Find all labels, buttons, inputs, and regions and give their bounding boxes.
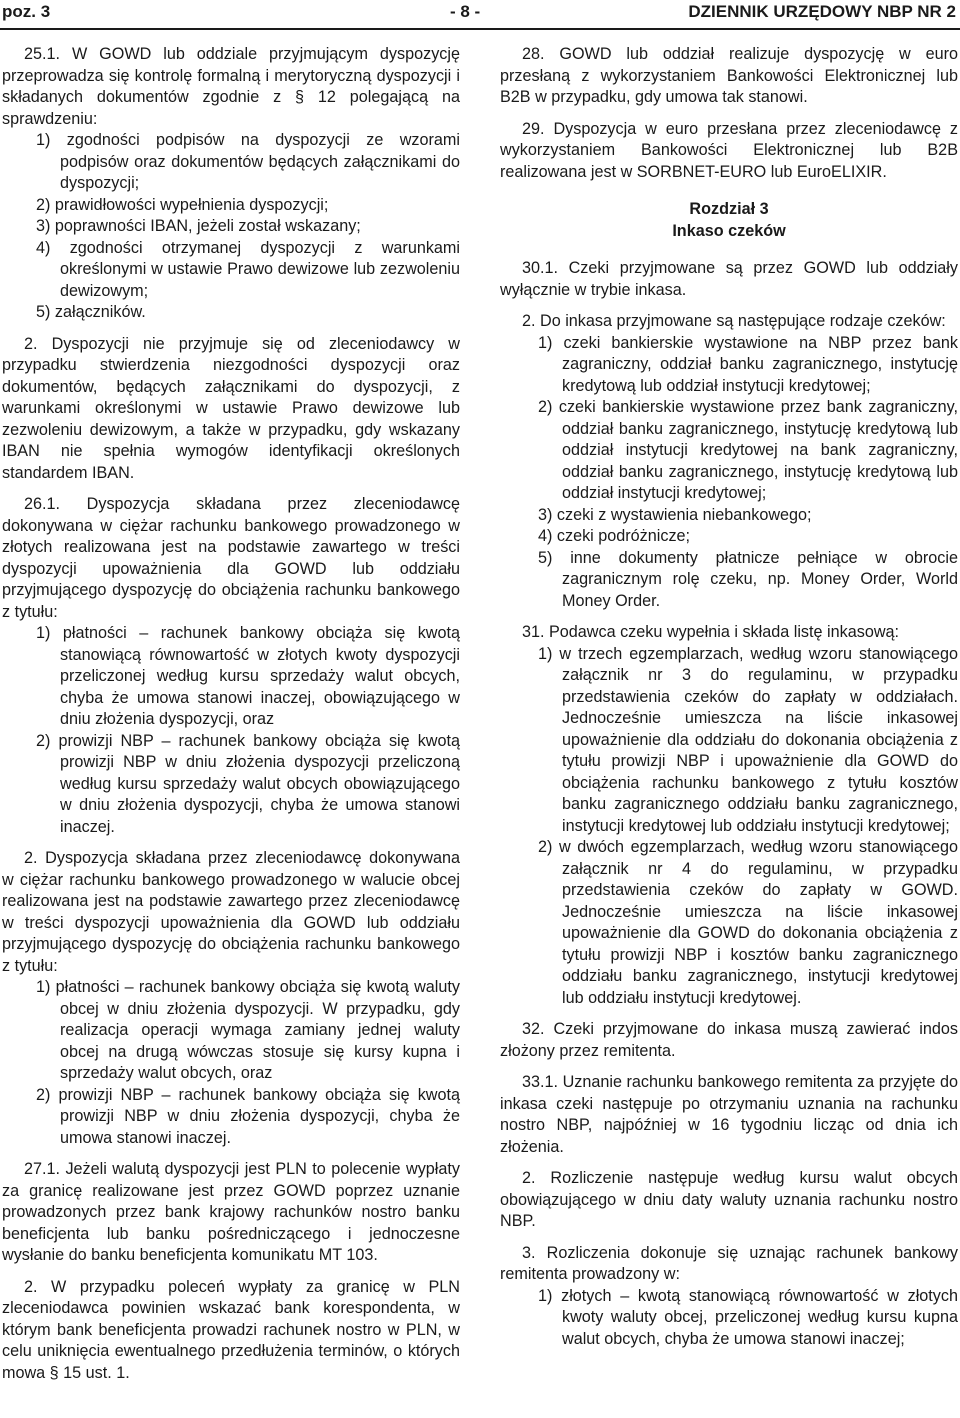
list-item-25-1-5: 5) załączników. <box>36 303 146 321</box>
list-item-25-1-1: 1) zgodności podpisów na dyspozycji ze wzorami podpisów oraz dokumentów będących załącznikami do dyspozycji; <box>36 131 460 192</box>
chapter-number: Rozdział 3 <box>689 200 769 218</box>
paragraph-30-2: 2. Do inkasa przyjmowane są następujące rodzaje czeków: <box>522 312 946 330</box>
paragraph-29: 29. Dyspozycja w euro przesłana przez zleceniodawcę z wykorzystaniem Bankowości Elektronicznej lub B2B realizowana jest w SORBNET-EURO lub EuroELIXIR. <box>500 119 958 181</box>
paragraph-33-2: 2. Rozliczenie następuje według kursu walut obcych obowiązującego w dniu daty waluty uznania rachunku nostro NBP. <box>500 1169 958 1230</box>
left-column <box>2 44 460 1384</box>
paragraph-31: 31. Podawca czeku wypełnia i składa listę inkasową: <box>522 623 900 641</box>
paragraph-27-2: 2. W przypadku poleceń wypłaty za granicę w PLN zleceniodawca powinien wskazać bank korespondenta, w którym bank beneficjenta prowadzi rachunek nostro w PLN, w celu uniknięcia ewentualnego przedłużenia terminów, o których mowa § 15 ust. 1. <box>2 1277 460 1382</box>
paragraph-28: 28. GOWD lub oddział realizuje dyspozycję w euro przesłaną z wykorzystaniem Bankowości Elektronicznej lub B2B w przypadku, gdy umowa tak stanowi. <box>500 45 958 106</box>
paragraph-32: 32. Czeki przyjmowane do inkasa muszą zawierać indos złożony przez remitenta. <box>500 1020 958 1060</box>
page-number: - 8 - <box>450 2 481 21</box>
list-item-26-2-1: 1) płatności – rachunek bankowy obciąża się kwotą waluty obcej w dniu złożenia dyspozycji. W przypadku, gdy realizacja operacji wymaga zamiany jednej waluty obcej na drugą wówczas stosuje się kursy kupna i sprzedaży walut obcych, oraz <box>36 978 460 1082</box>
right-column <box>500 44 958 1350</box>
list-item-30-2-4: 4) czeki podróżnicze; <box>538 527 691 545</box>
journal-title: DZIENNIK URZĘDOWY NBP NR 2 <box>688 2 956 21</box>
page-header <box>0 0 960 28</box>
list-item-30-2-2: 2) czeki bankierskie wystawione przez bank zagraniczny, oddział banku zagranicznego, instytucję kredytową lub oddział instytucji kredytowej na bank zagraniczny, oddział banku zagranicznego, instytucję kredytową lub oddział instytucji kredytowej; <box>538 398 958 502</box>
list-item-26-2-2: 2) prowizji NBP – rachunek bankowy obciąża się kwotą prowizji NBP w dniu złożenia dyspozycji, chyba że umowa stanowi inaczej. <box>36 1085 460 1147</box>
list-item-26-1-1: 1) płatności – rachunek bankowy obciąża się kwotą stanowiącą równowartość w złotych kwoty dyspozycji przeliczonej według kursu sprzedaży walut obcych, chyba że umowa stanowi inaczej, obowiązującego w dniu złożenia dyspozycji, oraz <box>36 624 460 728</box>
list-item-31-2: 2) w dwóch egzemplarzach, według wzoru stanowiącego załącznik nr 4 do regulaminu, w przypadku przedstawienia czeków do zapłaty w GOWD. Jednocześnie umieszcza na liście inkasowej upoważnienie dla GOWD do dokonania obciążenia z tytułu prowizji NBP i kosztów banku zagranicznego oddziału banku zagranicznego, instytucji kredytowej lub oddziału instytucji kredytowej. <box>538 838 958 1007</box>
list-item-31-1: 1) w trzech egzemplarzach, według wzoru stanowiącego załącznik nr 3 do regulaminu, w przypadku przedstawienia czeków do zapłaty w oddziałach. Jednocześnie umieszcza na liście inkasowej upoważnienie dla oddziału do dokonania obciążenia z tytułu prowizji NBP i upoważnienie dla GOWD do obciążenia rachunku bankowego z tytułu kosztów banku zagranicznego oddziału banku zagranicznego, instytucji kredytowej lub oddziału instytucji kredytowej; <box>538 644 958 835</box>
list-item-33-3-1: 1) złotych – kwotą stanowiącą równowartość w złotych kwoty waluty obcej, przeliczonej według kursu kupna walut obcych, chyba że umowa stanowi inaczej; <box>538 1286 958 1348</box>
chapter-title: Inkaso czeków <box>672 221 786 240</box>
list-item-30-2-5: 5) inne dokumenty płatnicze pełniące w obrocie zagranicznym rolę czeku, np. Money Order, World Money Order. <box>538 548 958 610</box>
paragraph-26-1: 26.1. Dyspozycja składana przez zleceniodawcę dokonywana w ciężar rachunku bankowego prowadzonego w złotych realizowana jest na podstawie zawartego w treści dyspozycji upoważnienia dla GOWD lub oddziału przyjmującego dyspozycję do obciążenia rachunku bankowego z tytułu: <box>2 495 460 621</box>
list-item-26-1-2: 2) prowizji NBP – rachunek bankowy obciąża się kwotą prowizji NBP w dniu złożenia dyspozycji przeliczoną według kursu sprzedaży walut obcych obowiązującego w dniu złożenia dyspozycji, chyba że umowa stanowi inaczej. <box>36 731 460 836</box>
list-item-25-1-4: 4) zgodności otrzymanej dyspozycji z warunkami określonymi w ustawie Prawo dewizowe lub zezwoleniu dewizowym; <box>36 238 460 300</box>
paragraph-26-2: 2. Dyspozycja składana przez zleceniodawcę dokonywana w ciężar rachunku bankowego prowadzonego w walucie obcej realizowana jest na podstawie zawartego przez zleceniodawcę w treści dyspozycji upoważnienia dla GOWD lub oddziału przyjmującego dyspozycję do obciążenia rachunku bankowego z tytułu: <box>2 849 460 975</box>
paragraph-33-1: 33.1. Uznanie rachunku bankowego remitenta za przyjęte do inkasa czeki następuje po otrzymaniu uznania na rachunku nostro NBP, najpóźniej w 16 tygodniu licząc od dnia ich złożenia. <box>500 1073 958 1156</box>
list-item-25-1-3: 3) poprawności IBAN, jeżeli został wskazany; <box>36 217 361 235</box>
paragraph-30-1: 30.1. Czeki przyjmowane są przez GOWD lub oddziały wyłącznie w trybie inkasa. <box>500 259 958 299</box>
chapter-heading <box>500 199 958 242</box>
list-item-30-2-1: 1) czeki bankierskie wystawione na NBP przez bank zagraniczny, oddział banku zagranicznego, instytucję kredytową lub oddział instytucji kredytowej; <box>538 333 958 395</box>
paragraph-27-1: 27.1. Jeżeli walutą dyspozycji jest PLN to polecenie wypłaty za granicę realizowane jest przez GOWD poprzez uznanie prowadzonych przez bank krajowy rachunków nostro banku beneficjenta lub banku pośredniczącego i jednoczesne wysłanie do banku beneficjenta komunikatu MT 103. <box>2 1160 460 1264</box>
page-label: poz. 3 <box>2 2 51 21</box>
list-item-25-1-2: 2) prawidłowości wypełnienia dyspozycji; <box>36 195 329 214</box>
paragraph-33-3: 3. Rozliczenia dokonuje się uznając rachunek bankowy remitenta prowadzony w: <box>500 1243 958 1283</box>
list-item-30-2-3: 3) czeki z wystawienia niebankowego; <box>538 505 812 524</box>
paragraph-25-1: 25.1. W GOWD lub oddziale przyjmującym dyspozycję przeprowadza się kontrolę formalną i merytoryczną dyspozycji i składanych dokumentów zgodnie z § 12 polegającą na sprawdzeniu: <box>2 45 460 128</box>
header-rule <box>0 28 960 30</box>
paragraph-25-2: 2. Dyspozycji nie przyjmuje się od zleceniodawcy w przypadku stwierdzenia niezgodności dyspozycji oraz dokumentów, będących załącznikami do dyspozycji, z warunkami określonymi w ustawie Prawo dewizowe lub zezwoleniu dewizowym, a także w przypadku, gdy wskazany IBAN nie spełnia wymogów identyfikacji określonych standardem IBAN. <box>2 334 460 482</box>
